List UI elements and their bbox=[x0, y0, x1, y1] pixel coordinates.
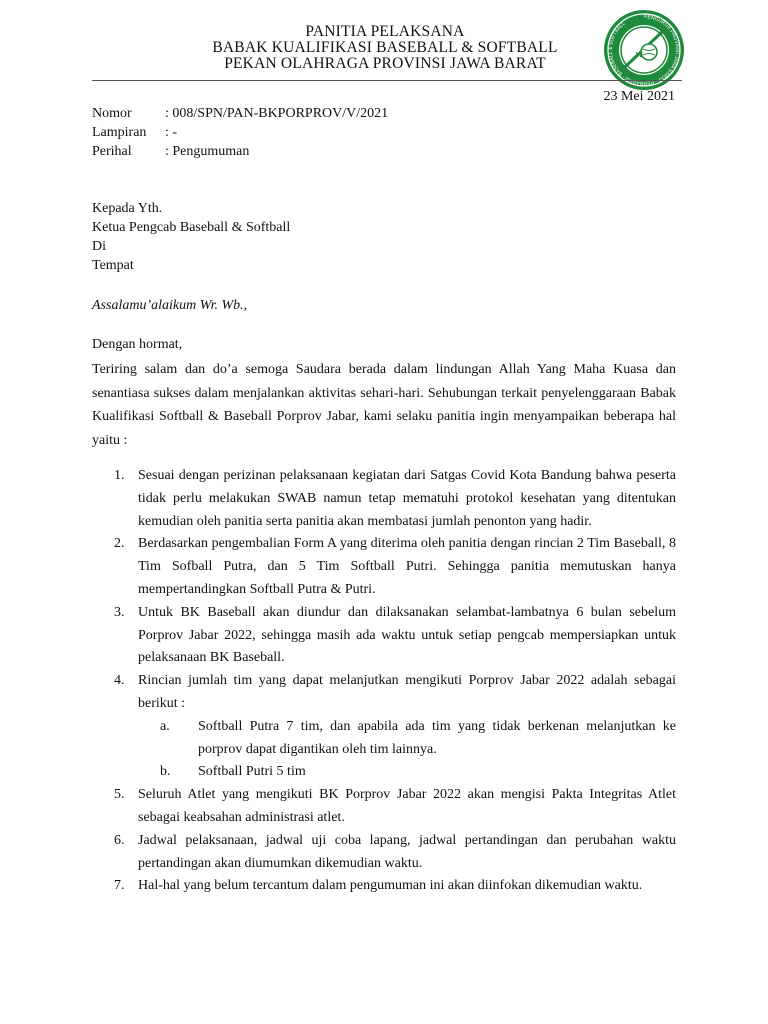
sub-list-item bbox=[138, 761, 676, 784]
meta-nomor-label: Nomor bbox=[92, 106, 132, 121]
baseball-softball-emblem-icon bbox=[603, 9, 685, 91]
announcement-list bbox=[92, 465, 676, 898]
letterhead bbox=[180, 24, 590, 72]
list-item-number: 4. bbox=[114, 673, 125, 689]
list-item-number: 3. bbox=[114, 604, 125, 620]
list-item-number: 6. bbox=[114, 832, 125, 848]
letterhead-line-1: PANITIA PELAKSANA bbox=[305, 23, 465, 40]
meta-nomor-value: : 008/SPN/PAN-BKPORPROV/V/2021 bbox=[165, 106, 389, 121]
meta-nomor bbox=[92, 104, 388, 123]
list-item bbox=[92, 533, 676, 601]
list-item-text: Hal-hal yang belum tercantum dalam pengumuman ini akan diinfokan dikemudian waktu. bbox=[138, 878, 643, 894]
list-item bbox=[92, 875, 676, 898]
list-item-text: Untuk BK Baseball akan diundur dan dilaksanakan selambat-lambatnya 6 bulan sebelum Porprov Jabar 2022, sehingga masih ada waktu untuk setiap pengcab mempersiapkan untuk pelaksanaan BK Baseball. bbox=[138, 604, 676, 666]
sub-list-letter: b. bbox=[160, 764, 171, 780]
list-item-number: 5. bbox=[114, 787, 125, 803]
meta-lampiran-value: : - bbox=[165, 125, 178, 140]
list-item-text: Rincian jumlah tim yang dapat melanjutkan mengikuti Porprov Jabar 2022 adalah sebagai berikut : bbox=[138, 673, 676, 711]
list-item bbox=[92, 602, 676, 670]
sub-list-letter: a. bbox=[160, 718, 170, 734]
meta-perihal bbox=[92, 142, 388, 161]
sub-list bbox=[138, 716, 676, 784]
list-item-text: Jadwal pelaksanaan, jadwal uji coba lapang, jadwal pertandingan dan perubahan waktu pertandingan akan diumumkan dikemudian waktu. bbox=[138, 832, 676, 871]
list-item bbox=[92, 784, 676, 830]
list-item-text: Seluruh Atlet yang mengikuti BK Porprov Jabar 2022 akan mengisi Pakta Integritas Atlet sebagai keabsahan administrasi atlet. bbox=[138, 787, 676, 825]
list-item-number: 2. bbox=[114, 536, 125, 552]
header-divider bbox=[92, 80, 682, 81]
letterhead-line-2: BABAK KUALIFIKASI BASEBALL & SOFTBALL bbox=[212, 39, 558, 56]
letter-date: 23 Mei 2021 bbox=[603, 89, 675, 104]
recipient-address bbox=[92, 199, 290, 275]
list-item-number: 1. bbox=[114, 468, 125, 483]
list-item-text: Berdasarkan pengembalian Form A yang diterima oleh panitia dengan rincian 2 Tim Baseball, 8 Tim Sofball Putra, dan 5 Tim Softball Putri. Sehingga panitia memutuskan hanya mempertandingkan Softball Putra & Putri. bbox=[138, 536, 676, 597]
list-item-number: 7. bbox=[114, 878, 125, 894]
address-line-2: Ketua Pengcab Baseball & Softball bbox=[92, 220, 291, 235]
letter-meta bbox=[92, 104, 388, 161]
letterhead-line-3: PEKAN OLAHRAGA PROVINSI JAWA BARAT bbox=[224, 55, 546, 72]
logo-ring-text: PENGURUS PROVINSI JAWA BARAT · PERBASASI · BASEBALL & SOFTBALL bbox=[607, 13, 680, 87]
address-line-3: Di bbox=[92, 239, 106, 254]
opening-salutation: Dengan hormat, bbox=[92, 337, 183, 352]
greeting: Assalamu’alaikum Wr. Wb., bbox=[92, 298, 248, 313]
svg-text:W: W bbox=[636, 52, 643, 59]
meta-perihal-value: : Pengumuman bbox=[165, 144, 250, 159]
intro-paragraph: Teriring salam dan do’a semoga Saudara berada dalam lindungan Allah Yang Maha Kuasa dan senantiasa sukses dalam menjalankan aktivitas sehari-hari. Sehubungan terkait penyelenggaraan Babak Kualifikasi Softball & Baseball Porprov Jabar, kami selaku panitia ingin menyampaikan beberapa hal yaitu : bbox=[92, 362, 676, 448]
address-line-1: Kepada Yth. bbox=[92, 201, 163, 216]
sub-list-item bbox=[138, 716, 676, 762]
sub-list-text: Softball Putra 7 tim, dan apabila ada tim yang tidak berkenan melanjutkan ke porprov dapat digantikan oleh tim lainnya. bbox=[198, 718, 676, 757]
list-item bbox=[92, 830, 676, 876]
meta-lampiran bbox=[92, 123, 388, 142]
meta-lampiran-label: Lampiran bbox=[92, 125, 147, 140]
address-line-4: Tempat bbox=[92, 258, 134, 273]
list-item bbox=[92, 670, 676, 784]
list-item bbox=[92, 465, 676, 533]
meta-perihal-label: Perihal bbox=[92, 144, 132, 159]
sub-list-text: Softball Putri 5 tim bbox=[198, 764, 306, 780]
list-item-text: Sesuai dengan perizinan pelaksanaan kegiatan dari Satgas Covid Kota Bandung bahwa peserta tidak perlu melakukan SWAB namun tetap mematuhi protokol kesehatan yang ditentukan kemudian oleh panitia serta panitia akan membatasi jumlah penonton yang hadir. bbox=[138, 468, 676, 529]
